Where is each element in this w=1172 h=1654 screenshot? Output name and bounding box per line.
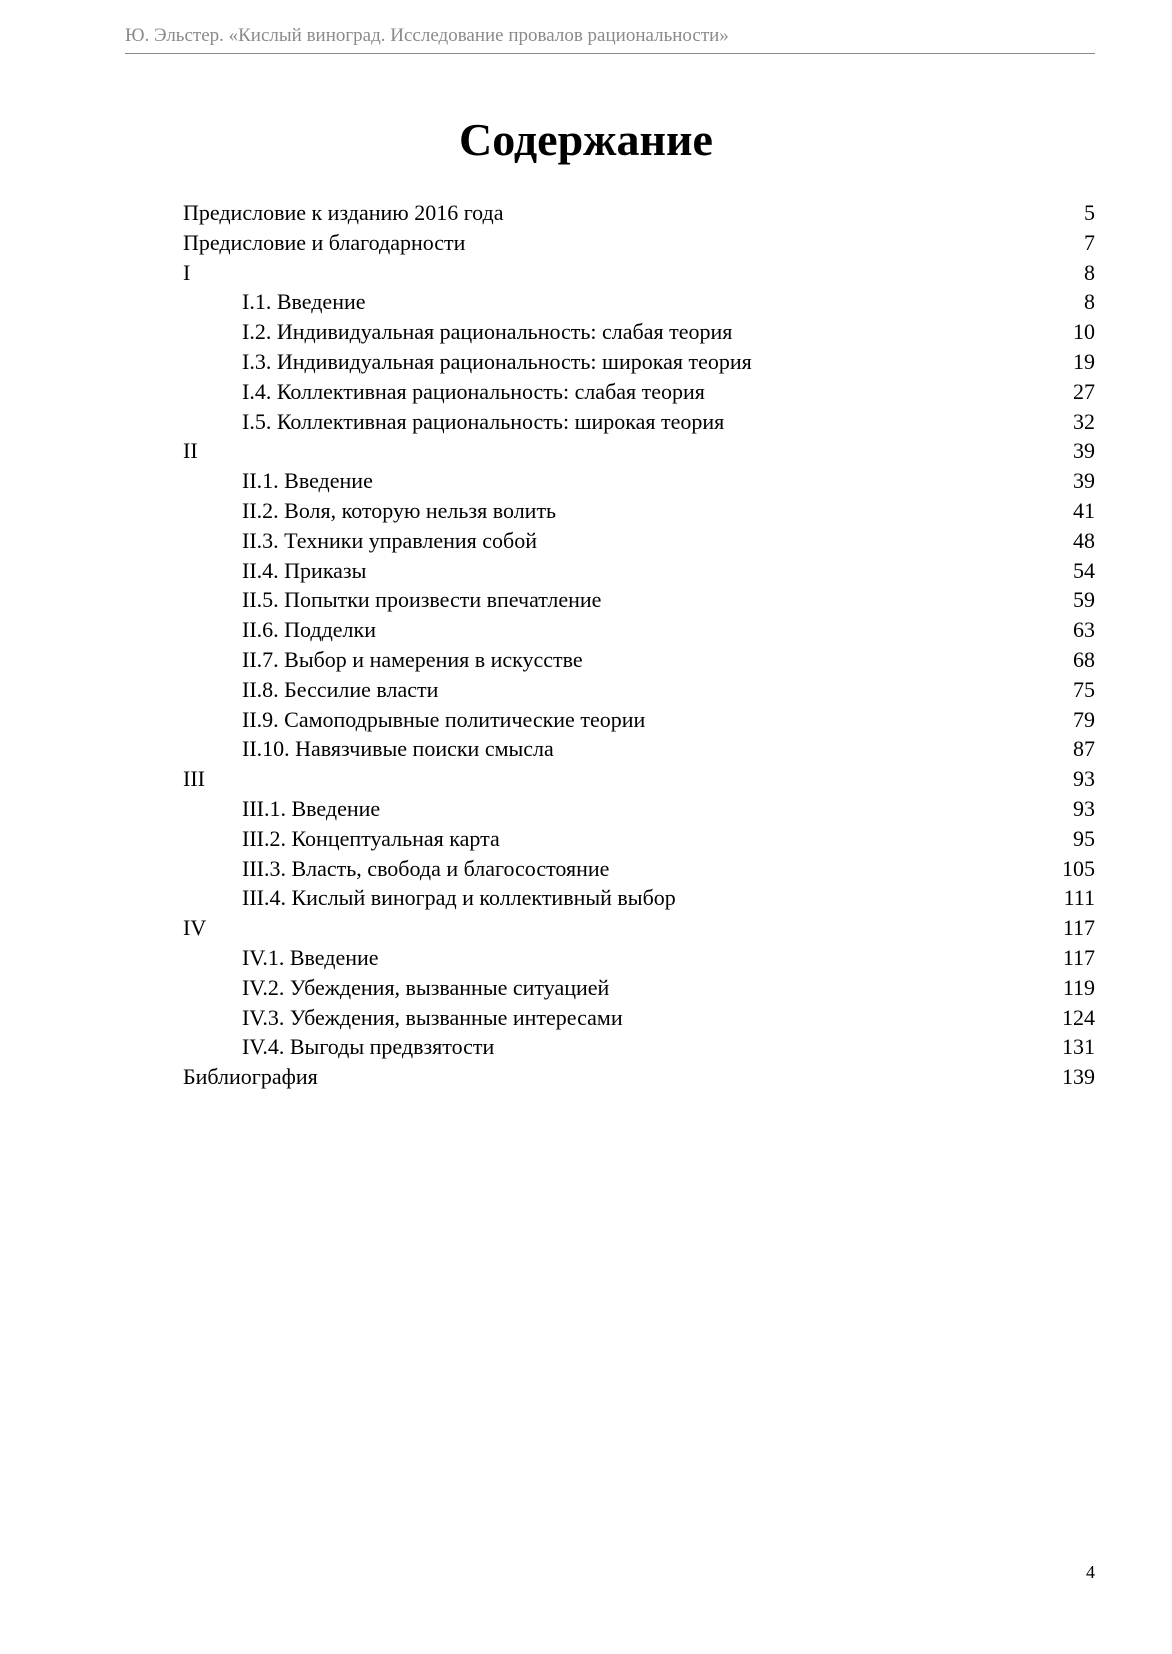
toc-entry-label: IV <box>183 915 207 941</box>
toc-entry-label: IV.3. Убеждения, вызванные интересами <box>242 1004 623 1030</box>
toc-entry[interactable] <box>183 496 1095 526</box>
toc-entry-label: II.10. Навязчивые поиски смысла <box>242 736 554 762</box>
toc-entry-label: III.3. Власть, свобода и благосостояние <box>242 855 610 881</box>
toc-entry[interactable] <box>183 466 1095 496</box>
toc-entry-page: 131 <box>1062 1034 1095 1060</box>
toc-entry[interactable] <box>183 973 1095 1003</box>
toc-entry-label: III.4. Кислый виноград и коллективный выбор <box>242 885 676 911</box>
toc-entry[interactable] <box>183 1032 1095 1062</box>
toc-entry-page: 39 <box>1073 438 1095 464</box>
toc-entry-page: 75 <box>1073 676 1095 702</box>
toc-entry-page: 124 <box>1062 1004 1095 1030</box>
toc-entry-label: Предисловие к изданию 2016 года <box>183 200 504 225</box>
toc-entry-page: 63 <box>1073 617 1095 643</box>
toc-entry-label: Предисловие и благодарности <box>183 229 466 255</box>
toc-entry[interactable] <box>183 794 1095 824</box>
toc-entry-label: III <box>183 766 205 792</box>
toc-entry-page: 79 <box>1073 706 1095 732</box>
toc-entry-label: II.8. Бессилие власти <box>242 676 439 702</box>
toc-entry-label: I.3. Индивидуальная рациональность: широкая теория <box>242 348 752 374</box>
toc-entry[interactable] <box>183 883 1095 913</box>
toc-entry-page: 41 <box>1073 497 1095 523</box>
toc-entry-page: 93 <box>1073 795 1095 821</box>
toc-entry[interactable] <box>183 1003 1095 1033</box>
toc-entry[interactable] <box>183 317 1095 347</box>
toc-entry-page: 8 <box>1084 259 1095 285</box>
toc-entry-label: II.6. Подделки <box>242 617 376 643</box>
toc-entry[interactable] <box>183 943 1095 973</box>
toc-entry-label: IV.1. Введение <box>242 944 379 970</box>
toc-entry[interactable] <box>183 645 1095 675</box>
toc-entry-page: 8 <box>1084 289 1095 315</box>
toc-entry-page: 139 <box>1062 1064 1095 1090</box>
toc-entry[interactable] <box>183 407 1095 437</box>
toc-entry-label: IV.2. Убеждения, вызванные ситуацией <box>242 974 610 1000</box>
table-of-contents <box>183 198 1095 1092</box>
toc-entry-label: I.4. Коллективная рациональность: слабая теория <box>242 378 705 404</box>
toc-entry-page: 48 <box>1073 527 1095 553</box>
toc-entry-page: 19 <box>1073 348 1095 374</box>
toc-entry[interactable] <box>183 1062 1095 1092</box>
toc-entry-page: 95 <box>1073 825 1095 851</box>
toc-entry-label: II.7. Выбор и намерения в искусстве <box>242 646 583 672</box>
toc-entry[interactable] <box>183 377 1095 407</box>
toc-entry[interactable] <box>183 347 1095 377</box>
toc-entry[interactable] <box>183 228 1095 258</box>
toc-entry[interactable] <box>183 585 1095 615</box>
toc-entry-label: II.4. Приказы <box>242 557 367 583</box>
toc-entry-page: 5 <box>1084 200 1095 225</box>
toc-entry-label: II.1. Введение <box>242 468 373 494</box>
toc-entry-label: I <box>183 259 191 285</box>
toc-entry-label: II.3. Техники управления собой <box>242 527 538 553</box>
toc-entry[interactable] <box>183 258 1095 288</box>
toc-entry-page: 68 <box>1073 646 1095 672</box>
toc-entry-label: I.1. Введение <box>242 289 366 315</box>
toc-entry-page: 27 <box>1073 378 1095 404</box>
toc-entry-label: Библиография <box>183 1064 318 1090</box>
toc-entry-label: IV.4. Выгоды предвзятости <box>242 1034 495 1060</box>
toc-entry-label: II.2. Воля, которую нельзя волить <box>242 497 557 523</box>
toc-entry-label: I.2. Индивидуальная рациональность: слабая теория <box>242 319 733 345</box>
toc-entry-label: I.5. Коллективная рациональность: широкая теория <box>242 408 725 434</box>
toc-entry[interactable] <box>183 913 1095 943</box>
toc-entry[interactable] <box>183 705 1095 735</box>
page-number: 4 <box>1086 1562 1095 1582</box>
toc-entry[interactable] <box>183 854 1095 884</box>
toc-entry-label: II <box>183 438 198 464</box>
toc-entry-page: 39 <box>1073 468 1095 494</box>
toc-entry-label: II.5. Попытки произвести впечатление <box>242 587 602 613</box>
toc-entry[interactable] <box>183 824 1095 854</box>
toc-entry[interactable] <box>183 526 1095 556</box>
toc-entry-page: 117 <box>1062 915 1095 941</box>
toc-entry-page: 7 <box>1084 229 1095 255</box>
toc-entry[interactable] <box>183 615 1095 645</box>
toc-entry-label: III.1. Введение <box>242 795 381 821</box>
toc-entry[interactable] <box>183 436 1095 466</box>
toc-entry[interactable] <box>183 675 1095 705</box>
toc-entry-page: 59 <box>1073 587 1095 613</box>
toc-entry-label: II.9. Самоподрывные политические теории <box>242 706 646 732</box>
toc-entry[interactable] <box>183 734 1095 764</box>
running-header: Ю. Эльстер. «Кислый виноград. Исследование провалов рациональности» <box>125 25 729 46</box>
toc-entry[interactable] <box>183 556 1095 586</box>
toc-entry-page: 93 <box>1073 766 1095 792</box>
header-rule <box>125 53 1095 54</box>
toc-entry-page: 32 <box>1073 408 1095 434</box>
toc-entry-page: 10 <box>1073 319 1095 345</box>
toc-entry[interactable] <box>183 198 1095 228</box>
toc-entry-page: 111 <box>1063 885 1095 911</box>
toc-entry[interactable] <box>183 764 1095 794</box>
toc-entry-page: 117 <box>1062 944 1095 970</box>
toc-entry-page: 54 <box>1073 557 1095 583</box>
toc-entry-page: 119 <box>1062 974 1095 1000</box>
toc-entry-page: 105 <box>1062 855 1095 881</box>
toc-entry-page: 87 <box>1073 736 1095 762</box>
toc-entry[interactable] <box>183 287 1095 317</box>
toc-entry-label: III.2. Концептуальная карта <box>242 825 500 851</box>
page-title: Содержание <box>459 114 713 165</box>
